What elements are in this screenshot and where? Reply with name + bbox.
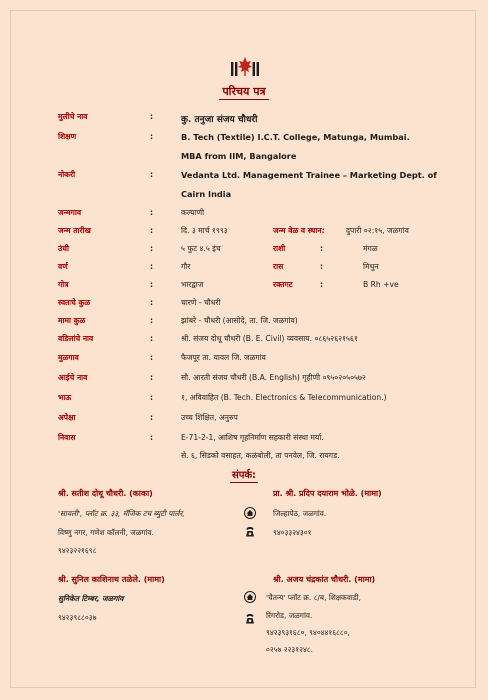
detail-row: निवास : E-71-2-1, आशिष गृहनिर्माण सहकारी संस्था मर्या. <box>58 433 324 442</box>
detail-value: भारद्वाज <box>181 280 204 289</box>
detail-value: झांबरे - चौधरी (आसोदे, ता. जि. जळगांव) <box>181 316 298 325</box>
detail-value: उच्च शिक्षित, अनुरुप <box>181 413 238 422</box>
detail-row: नोकरी : Vedanta Ltd. Management Trainee – Marketing Dept. of <box>58 170 437 180</box>
detail-label: गोत्र <box>58 280 69 289</box>
detail-label: मुलीचे नाव <box>58 112 88 121</box>
detail-label: अपेक्षा <box>58 413 76 422</box>
detail-value: MBA from IIM, Bangalore <box>181 151 297 161</box>
detail-label: रास <box>273 262 284 271</box>
contact-phone: ९४२३९३१६८०, ९४०४४१६८८०, <box>266 628 350 637</box>
contact-address: जिल्हापेठ, जळगांव. <box>273 509 327 518</box>
detail-value: सौ. आरती संजय चौधरी (B.A. English) गृहीणी ०९५०२०५०५७२ <box>181 373 366 382</box>
detail-row-continued <box>0 151 488 169</box>
contact-name: श्री. सतीश दोधू चौधरी. (काका) <box>58 489 153 498</box>
detail-value: कल्याणी <box>181 208 205 217</box>
detail-row: मुळगाव : फैजपूर ता. यावल जि. जळगांव <box>58 353 266 362</box>
detail-value: कु. तनुजा संजय चौधरी <box>181 115 258 125</box>
detail-value: B. Tech (Textile) I.C.T. College, Matunga, Mumbai. <box>181 132 410 142</box>
page-title: परिचय पत्र <box>0 84 488 99</box>
emblem-icon <box>225 56 265 78</box>
detail-label: आईचे नाव <box>58 373 88 382</box>
detail-value: Cairn India <box>181 189 232 199</box>
detail-value: Vedanta Ltd. Management Trainee – Marketing Dept. of <box>181 170 437 180</box>
contact-address: 'सावली', प्लॉट क्र. ३३, मॅजिक टच ब्युटी पार्लर, <box>58 509 185 518</box>
detail-row: शिक्षण : B. Tech (Textile) I.C.T. College, Matunga, Mumbai. <box>58 132 410 142</box>
home-icon <box>244 591 256 603</box>
detail-label: वर्ण <box>58 262 68 271</box>
contact-name: प्रा. श्री. प्रदिप दयाराम भोळे. (मामा) <box>273 489 382 498</box>
contact-name: श्री. अजय चंद्रकांत चौधरी. (मामा) <box>273 575 376 584</box>
contact-phone: ०२५७ २२३१२४८. <box>266 645 313 654</box>
detail-value: मिथुन <box>363 262 379 271</box>
detail-value: E-71-2-1, आशिष गृहनिर्माण सहकारी संस्था मर्या. <box>181 433 324 442</box>
detail-label: वडिलांचे नाव <box>58 334 94 343</box>
detail-value: गौर <box>181 262 191 271</box>
detail-label: नोकरी <box>58 170 76 179</box>
detail-label: शिक्षण <box>58 132 77 141</box>
detail-row: जन्म तारीख : दि. ३ मार्च १९९३ जन्म वेळ व स्थान: दुपारी ०२:१५, जळगांव <box>58 226 409 235</box>
detail-value: B Rh +ve <box>363 280 399 289</box>
detail-value: दि. ३ मार्च १९९३ <box>181 226 228 235</box>
phone-icon <box>244 526 256 538</box>
detail-row: वर्ण : गौर रास : मिथुन <box>58 262 379 271</box>
detail-value: से. ६, सिडको वसाहत, कळंबोली, ता पनवेल, जि. रायगड. <box>181 451 340 460</box>
detail-label: जन्म तारीख <box>58 226 91 235</box>
contact-name: श्री. सुनिल काशिनाथ तळेले. (मामा) <box>58 575 165 584</box>
detail-row-continued <box>0 189 488 207</box>
detail-row: आईचे नाव : सौ. आरती संजय चौधरी (B.A. English) गृहीणी ०९५०२०५०५७२ <box>58 373 366 382</box>
detail-row: मामा कुळ : झांबरे - चौधरी (आसोदे, ता. जि. जळगांव) <box>58 316 298 325</box>
detail-row: भाऊ : १, अविवाहित (B. Tech. Electronics & Telecommunication.) <box>58 393 387 402</box>
contact-phone: ९४२३२२१६९८ <box>58 546 97 555</box>
contact-address: 'चैतन्य' प्लॉट क्र. ८/ब, शिक्षकवाडी, <box>266 593 361 602</box>
detail-label: मुळगाव <box>58 353 79 362</box>
detail-label: जन्मगाव <box>58 208 82 217</box>
home-icon <box>244 507 256 519</box>
detail-label: भाऊ <box>58 393 72 402</box>
contact-address: रिंगरोड, जळगांव. <box>266 611 313 620</box>
detail-row: उंची : ५ फुट ४.५ इंच राशी : मंगळ <box>58 244 378 253</box>
phone-icon <box>244 613 256 625</box>
detail-label: मामा कुळ <box>58 316 86 325</box>
detail-label: जन्म वेळ व स्थान: <box>273 226 325 235</box>
detail-value: दुपारी ०२:१५, जळगांव <box>346 226 409 235</box>
detail-label: स्वतःचे कुळ <box>58 298 91 307</box>
contact-address: सुनिकेत टिम्बर, जळगांव <box>58 594 124 603</box>
contact-phone: ९४०३३२४३०१ <box>273 528 312 537</box>
contact-phone: ९४२३९८८०३७ <box>58 613 97 622</box>
detail-row: जन्मगाव : कल्याणी <box>58 208 205 217</box>
detail-row: अपेक्षा : उच्च शिक्षित, अनुरुप <box>58 413 238 422</box>
detail-row: वडिलांचे नाव : श्री. संजय दोधू चौधरी (B. E. Civil) व्यवसाय. ०८६५२६२१५६१ <box>58 334 358 343</box>
contact-heading: संपर्क: <box>231 470 257 481</box>
detail-value: ५ फुट ४.५ इंच <box>181 244 221 253</box>
detail-value: १, अविवाहित (B. Tech. Electronics & Telecommunication.) <box>181 393 387 402</box>
detail-value: फैजपूर ता. यावल जि. जळगांव <box>181 353 266 362</box>
contact-address: विष्णु नगर, गणेश कॉलनी, जळगांव. <box>58 528 154 537</box>
detail-value: मंगळ <box>363 244 378 253</box>
detail-value: चारणे - चौधरी <box>181 298 221 307</box>
detail-label: रक्तगट <box>273 280 293 289</box>
detail-value: श्री. संजय दोधू चौधरी (B. E. Civil) व्यवसाय. ०८६५२६२१५६१ <box>181 334 358 343</box>
detail-row: स्वतःचे कुळ : चारणे - चौधरी <box>58 298 221 307</box>
detail-label: निवास <box>58 433 76 442</box>
detail-label: उंची <box>58 244 69 253</box>
detail-label: राशी <box>273 244 286 253</box>
detail-row: मुलीचे नाव : कु. तनुजा संजय चौधरी <box>58 112 258 125</box>
detail-row: गोत्र : भारद्वाज रक्तगट : B Rh +ve <box>58 280 399 289</box>
